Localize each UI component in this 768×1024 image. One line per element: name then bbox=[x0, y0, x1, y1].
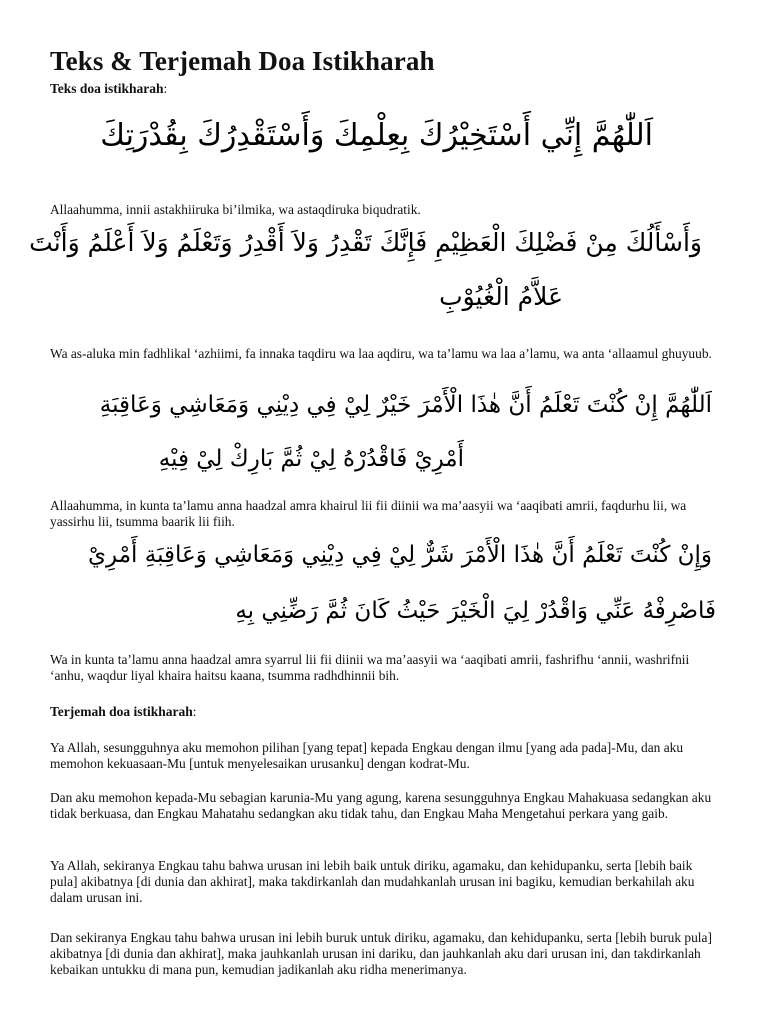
translation-paragraph-3: Ya Allah, sekiranya Engkau tahu bahwa urusan ini lebih baik untuk diriku, agamaku, dan kehidupanku, serta [lebih baik pula] akibatnya [di dunia dan akhirat], maka takdirkanlah dan mudahkanlah urusan ini bagiku, kemudian berkahilah aku dalam urusan ini. bbox=[50, 858, 695, 905]
translation-paragraph-2: Dan aku memohon kepada-Mu sebagian karunia-Mu yang agung, karena sesungguhnya Engkau Mahakuasa sedangkan aku tidak berkuasa, dan Engkau Mahatahu sedangkan aku tidak tahu, dan Engkau Maha Mengetahui perkara yang gaib. bbox=[50, 790, 712, 821]
arabic-verse-1-line-1: اَللّٰهُمَّ إِنِّي أَسْتَخِيْرُكَ بِعِلْمِكَ وَأَسْتَقْدِرُكَ بِقُدْرَتِكَ bbox=[100, 118, 653, 153]
transliteration-1: Allaahumma, innii astakhiiruka bi’ilmika, wa astaqdiruka biqudratik. bbox=[50, 202, 421, 217]
arabic-verse-4-line-1: وَإِنْ كُنْتَ تَعْلَمُ أَنَّ هٰذَا الْأَمْرَ شَرٌّ لِيْ فِي دِيْنِي وَمَعَاشِي وَعَاقِبَةِ أَمْرِيْ bbox=[88, 542, 712, 568]
page-title: Teks & Terjemah Doa Istikharah bbox=[50, 46, 435, 76]
transliteration-2: Wa as-aluka min fadhlikal ‘azhiimi, fa innaka taqdiru wa laa aqdiru, wa ta’lamu wa laa a’lamu, wa anta ‘allaamul ghuyuub. bbox=[50, 346, 712, 361]
translation-section-label-bold: Terjemah doa istikharah bbox=[50, 704, 193, 719]
translation-section-label-colon: : bbox=[192, 704, 197, 719]
transliteration-3: Allaahumma, in kunta ta’lamu anna haadzal amra khairul lii fii diinii wa ma’aasyii wa ‘aaqibati amrii, faqdurhu lii, wa yassirhu lii, tsumma baarik lii fiih. bbox=[50, 498, 687, 529]
arabic-verse-2-line-2: عَلاَّمُ الْغُيُوْبِ bbox=[439, 282, 563, 311]
transliteration-4: Wa in kunta ta’lamu anna haadzal amra syarrul lii fii diinii wa ma’aasyii wa ‘aaqibati amrii, fashrifhu ‘annii, washrifnii ‘anhu, waqdur liyal khaira haitsu kaana, tsumma radhdhinnii bih. bbox=[50, 652, 690, 683]
arabic-verse-2-line-1: وَأَسْأَلُكَ مِنْ فَضْلِكَ الْعَظِيْمِ فَإِنَّكَ تَقْدِرُ وَلاَ أَقْدِرُ وَتَعْلَمُ وَلاَ أَعْلَمُ وَأَنْتَ bbox=[29, 228, 702, 257]
translation-paragraph-1: Ya Allah, sesungguhnya aku memohon pilihan [yang tepat] kepada Engkau dengan ilmu [yang ada pada]-Mu, dan aku memohon kekuasaan-Mu [untuk menyelesaikan urusanku] dengan kodrat-Mu. bbox=[50, 740, 684, 771]
arabic-verse-3-line-1: اَللّٰهُمَّ إِنْ كُنْتَ تَعْلَمُ أَنَّ هٰذَا الْأَمْرَ خَيْرٌ لِيْ فِي دِيْنِي وَمَعَاشِي وَعَاقِبَةِ bbox=[99, 392, 712, 418]
text-section-label-bold: Teks doa istikharah bbox=[50, 81, 164, 96]
translation-paragraph-4: Dan sekiranya Engkau tahu bahwa urusan ini lebih buruk untuk diriku, agamaku, dan kehidupanku, serta [lebih buruk pula] akibatnya [di dunia dan akhirat], maka jauhkanlah urusan ini dariku, dan jauhkanlah aku dari urusan ini, dan takdirkanlah kebaikan untukku di mana pun, kemudian jadikanlah aku ridha menerimanya. bbox=[50, 930, 712, 977]
text-section-label bbox=[50, 81, 167, 97]
arabic-verse-4-line-2: فَاصْرِفْهُ عَنِّي وَاقْدُرْ لِيَ الْخَيْرَ حَيْثُ كَانَ ثُمَّ رَضِّنِي بِهِ bbox=[235, 598, 716, 624]
text-section-label-colon: : bbox=[163, 81, 168, 96]
arabic-verse-3-line-2: أَمْرِيْ فَاقْدُرْهُ لِيْ ثُمَّ بَارِكْ لِيْ فِيْهِ bbox=[158, 446, 464, 472]
translation-section-label bbox=[50, 704, 197, 720]
